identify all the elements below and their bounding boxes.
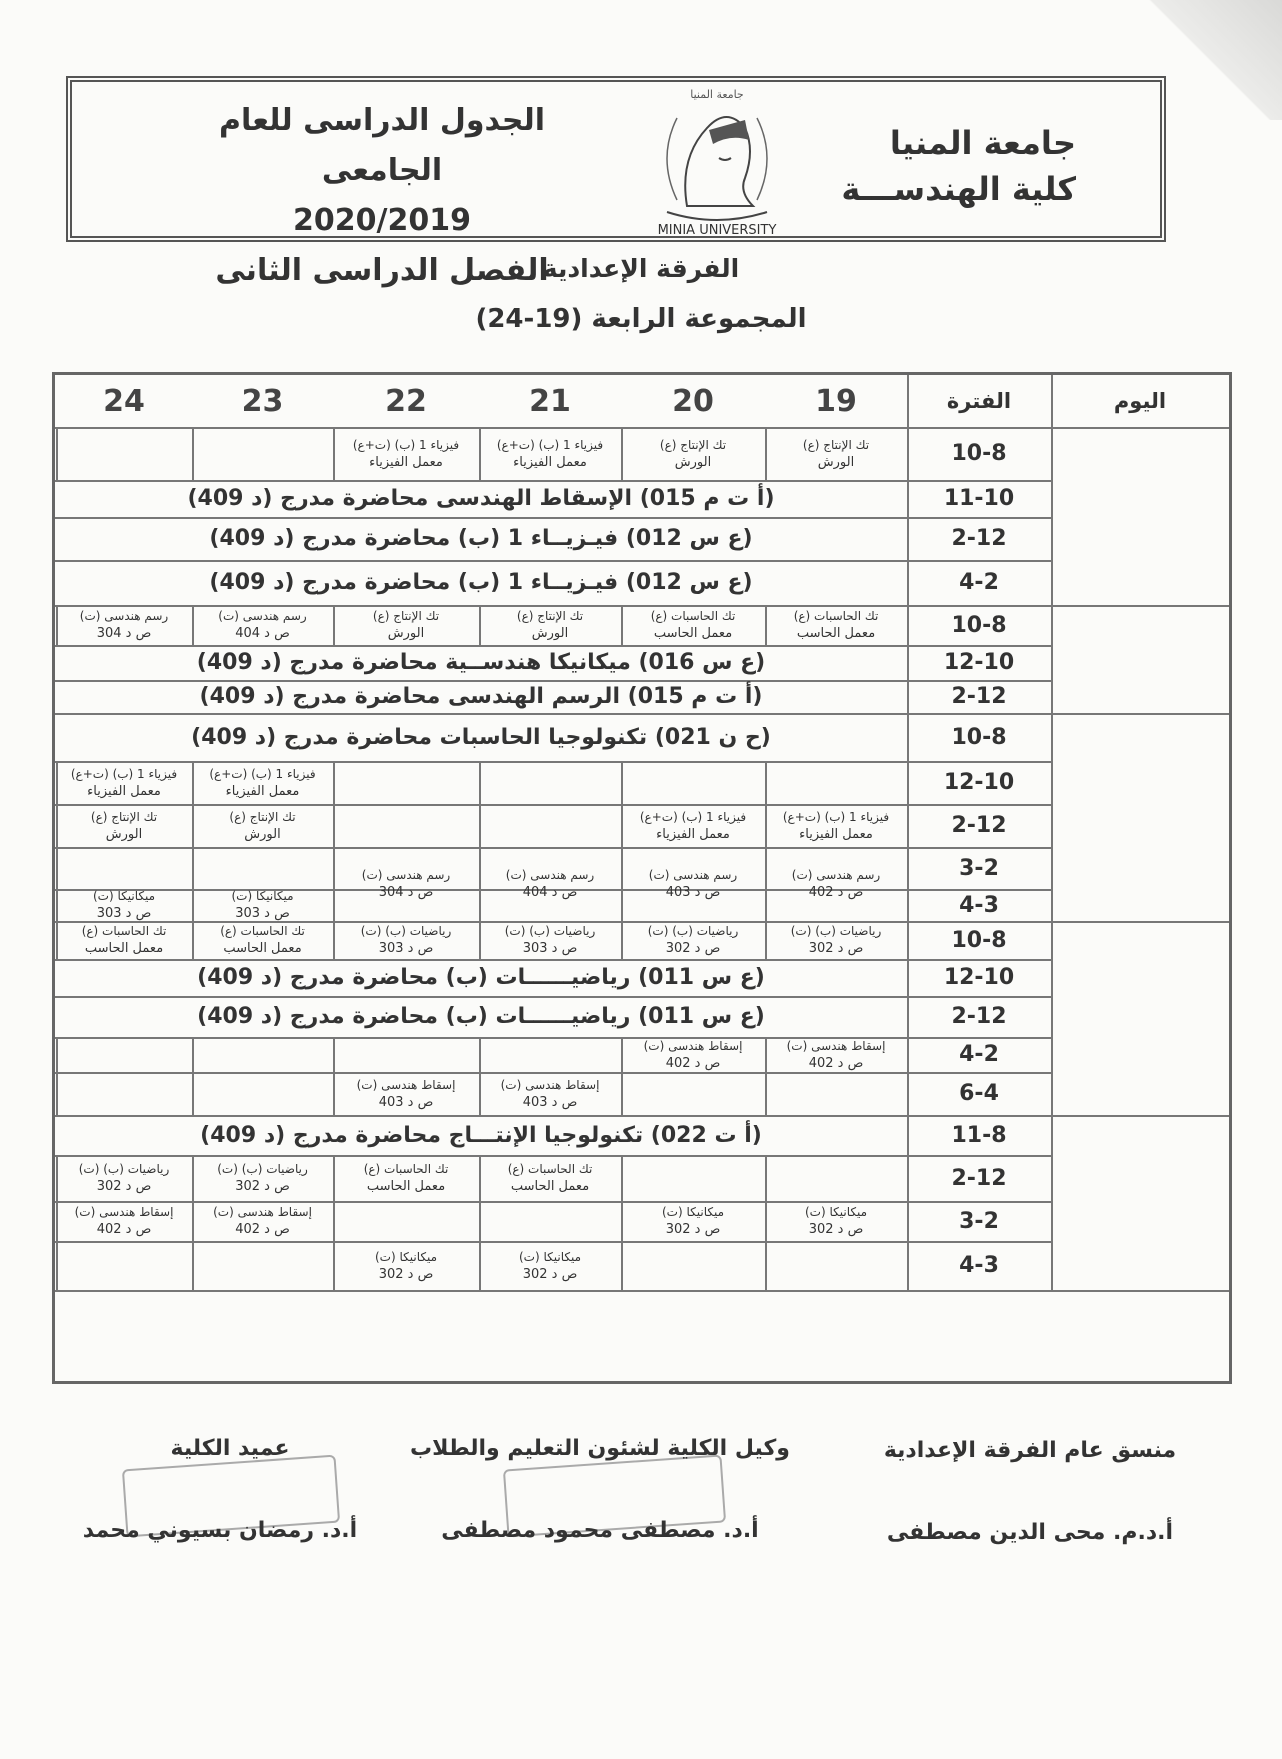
session-title: ميكانيكا (ت): [231, 889, 294, 903]
period-label: 12-10: [943, 770, 1015, 795]
session-location: معمل الفيزياء: [369, 454, 443, 470]
session-cell: [192, 605, 333, 645]
session-location: ص د 402: [235, 1222, 290, 1237]
session-location: ص د 302: [808, 941, 864, 956]
session-title: إسقاط هندسى (ت): [786, 1038, 886, 1053]
session-location: معمل الفيزياء: [513, 454, 587, 470]
coordinator-name: أ.د.م. محى الدين مصطفى: [886, 1520, 1174, 1545]
session-cell: [56, 761, 192, 804]
session-title: إسقاط هندسى (ت): [213, 1205, 312, 1219]
session-location: الورش: [531, 626, 569, 641]
period-label: 2-12: [951, 1004, 1007, 1029]
session-location: الورش: [105, 826, 143, 842]
session-location: معمل الحاسب: [84, 941, 164, 956]
session-cell: [333, 605, 479, 645]
session-title: رسم هندسى (ت): [361, 868, 451, 882]
grid-line: [56, 427, 58, 480]
period-label: 2-12: [951, 526, 1007, 551]
session-cell: [621, 847, 765, 921]
session-title: تك الحاسبات (ع): [507, 1162, 593, 1176]
header-period: الفترة: [946, 389, 1012, 413]
session-location: ص د 302: [808, 1222, 864, 1237]
session-cell: [479, 1241, 621, 1290]
session-location: معمل الفيزياء: [799, 826, 873, 842]
grid-line: [55, 1290, 1051, 1292]
session-location: ص د 302: [378, 1266, 434, 1282]
session-location: معمل الفيزياء: [656, 826, 730, 842]
session-location: معمل الحاسب: [796, 626, 876, 641]
lecture-row: (أ ت م 015) الرسم الهندسى محاضرة مدرج (د 409): [199, 684, 763, 709]
period-label: 10-8: [951, 441, 1007, 466]
lecture-row: (ح ن 021) تكنولوجيا الحاسبات محاضرة مدرج (د 409): [191, 724, 771, 750]
session-title: فيزياء 1 (ب) (ت+ع): [209, 766, 316, 781]
session-location: ص د 402: [96, 1222, 152, 1237]
header-group-24: 24: [103, 383, 145, 419]
session-location: ص د 304: [96, 626, 152, 641]
session-location: ص د 402: [665, 1055, 721, 1071]
session-title: رياضيات (ب) (ت): [217, 1162, 308, 1176]
session-location: الورش: [817, 454, 855, 470]
session-title: رياضيات (ب) (ت): [360, 924, 452, 938]
lecture-row: (أ ت م 015) الإسقاط الهندسى محاضرة مدرج (د 409): [187, 486, 775, 511]
session-title: رياضيات (ب) (ت): [504, 924, 596, 938]
session-cell: [333, 1155, 479, 1201]
schedule-title: الجدول الدراسى للعام الجامعى: [218, 103, 546, 188]
period-label: 4-2: [959, 570, 999, 595]
header-group-23: 23: [241, 383, 284, 419]
session-cell: [479, 427, 621, 480]
session-cell: [765, 427, 907, 480]
period-label: 4-3: [959, 1253, 999, 1278]
session-cell: [765, 921, 907, 959]
lecture-row: (ع س 011) رياضيــــــات (ب) محاضرة مدرج (د 409): [197, 965, 765, 990]
session-title: فيزياء 1 (ب) (ت+ع): [70, 766, 178, 781]
header-group-22: 22: [385, 383, 427, 419]
session-cell: [56, 1155, 192, 1201]
session-location: ص د 403: [522, 1094, 578, 1110]
session-title: تك الحاسبات (ع): [650, 609, 736, 623]
day-label: [1051, 427, 1229, 605]
session-cell: [621, 1037, 765, 1072]
session-cell: [621, 804, 765, 847]
lecture-row: (ع س 012) فيـزيــاء 1 (ب) محاضرة مدرج (د 409): [209, 526, 753, 551]
session-cell: [333, 847, 479, 921]
period-label: 4-3: [959, 892, 999, 918]
session-location: ص د 303: [378, 941, 434, 956]
session-title: رياضيات (ب) (ت): [647, 924, 739, 938]
session-title: فيزياء 1 (ب) (ت+ع): [782, 809, 890, 824]
grid-line: [56, 1037, 58, 1115]
session-cell: [333, 1241, 479, 1290]
session-location: ص د 402: [808, 885, 864, 900]
session-cell: [192, 921, 333, 959]
session-title: ميكانيكا (ت): [374, 1249, 438, 1264]
header-group-19: 19: [815, 383, 857, 419]
session-cell: [479, 921, 621, 959]
grid-line: [192, 427, 194, 480]
session-cell: [479, 1072, 621, 1115]
session-title: رسم هندسى (ت): [505, 868, 595, 882]
session-cell: [192, 1155, 333, 1201]
session-title: تك الإنتاج (ع): [802, 437, 870, 452]
session-location: الورش: [674, 454, 712, 470]
session-cell: [765, 847, 907, 921]
session-cell: [56, 1201, 192, 1241]
dean-name: أ.د. رمضان بسيوني محمد: [82, 1518, 358, 1543]
period-label: 4-2: [959, 1042, 999, 1067]
session-cell: [192, 804, 333, 847]
session-title: تك الإنتاج (ع): [659, 437, 727, 452]
session-cell: [765, 804, 907, 847]
session-cell: [621, 921, 765, 959]
session-cell: [621, 1201, 765, 1241]
vice-dean-name: أ.د. مصطفى محمود مصطفى: [441, 1518, 759, 1543]
session-title: إسقاط هندسى (ت): [500, 1077, 600, 1092]
university-block: [841, 120, 1076, 212]
session-title: تك الحاسبات (ع): [363, 1162, 449, 1176]
session-title: ميكانيكا (ت): [518, 1249, 582, 1264]
session-cell: [192, 761, 333, 804]
session-title: رياضيات (ب) (ت): [790, 924, 882, 938]
academic-year: 2020/2019: [293, 203, 471, 238]
session-cell: [765, 1201, 907, 1241]
session-cell: [765, 605, 907, 645]
header-day: اليوم: [1113, 389, 1167, 413]
session-title: ميكانيكا (ت): [661, 1205, 725, 1219]
session-title: فيزياء 1 (ب) (ت+ع): [352, 437, 460, 452]
university-logo: [627, 88, 807, 238]
session-cell: [479, 1155, 621, 1201]
period-label: 10-8: [951, 612, 1007, 638]
session-title: تك الإنتاج (ع): [90, 809, 158, 824]
session-location: معمل الحاسب: [510, 1179, 590, 1194]
grid-line: [192, 1037, 194, 1115]
period-label: 3-2: [959, 855, 999, 881]
session-title: إسقاط هندسى (ت): [74, 1205, 174, 1219]
header-group-21: 21: [529, 383, 571, 419]
group-title: المجموعة الرابعة (19-24): [475, 304, 807, 334]
session-location: ص د 404: [522, 885, 578, 900]
session-title: رسم هندسى (ت): [648, 868, 738, 882]
level-title: الفرقة الإعدادية: [542, 254, 740, 283]
session-title: إسقاط هندسى (ت): [356, 1077, 456, 1092]
session-location: الورش: [387, 626, 425, 641]
session-title: فيزياء 1 (ب) (ت+ع): [496, 437, 604, 452]
logo-caption: MINIA UNIVERSITY: [657, 223, 777, 238]
period-label: 11-10: [943, 486, 1015, 511]
period-label: 12-10: [943, 965, 1015, 990]
day-label: [1051, 921, 1229, 1115]
session-cell: [479, 847, 621, 921]
session-location: ص د 303: [522, 941, 578, 956]
day-label: [1051, 605, 1229, 713]
session-cell: [621, 427, 765, 480]
period-label: 3-2: [959, 1208, 999, 1234]
session-title: رسم هندسى (ت): [218, 609, 307, 623]
dean-title: عميد الكلية: [170, 1436, 290, 1461]
session-location: ص د 302: [96, 1179, 152, 1194]
session-title: ميكانيكا (ت): [804, 1205, 868, 1219]
period-label: 10-8: [951, 724, 1007, 750]
session-title: إسقاط هندسى (ت): [643, 1038, 743, 1053]
session-location: معمل الحاسب: [653, 626, 733, 641]
vice-dean-title: وكيل الكلية لشئون التعليم والطلاب: [410, 1436, 790, 1461]
session-location: ص د 303: [235, 906, 290, 921]
session-title: رسم هندسى (ت): [79, 609, 169, 623]
header-group-20: 20: [672, 383, 714, 419]
period-label: 11-8: [951, 1122, 1007, 1148]
session-cell: [192, 889, 333, 921]
schedule-table: [52, 372, 1232, 1384]
session-location: ص د 402: [808, 1055, 864, 1071]
session-cell: [333, 1072, 479, 1115]
session-title: تك الإنتاج (ع): [229, 809, 296, 824]
session-location: ص د 403: [665, 885, 721, 900]
session-location: الورش: [244, 826, 281, 842]
period-label: 12-10: [943, 650, 1015, 675]
session-title: تك الحاسبات (ع): [220, 924, 305, 938]
lecture-row: (ع س 016) ميكانيكا هندســية محاضرة مدرج (د 409): [196, 650, 766, 675]
session-location: ص د 403: [378, 1094, 434, 1110]
lecture-row: (أ ت 022) تكنولوجيا الإنتـــاج محاضرة مدرج (د 409): [200, 1122, 762, 1148]
period-label: 2-12: [951, 1165, 1007, 1191]
session-location: معمل الفيزياء: [87, 783, 161, 799]
session-title: تك الحاسبات (ع): [81, 924, 167, 938]
session-cell: [333, 921, 479, 959]
period-label: 2-12: [951, 684, 1007, 709]
session-location: ص د 302: [522, 1266, 578, 1282]
session-title: تك الإنتاج (ع): [516, 609, 584, 623]
day-label: [1051, 713, 1229, 921]
session-location: ص د 302: [665, 941, 721, 956]
session-cell: [56, 804, 192, 847]
session-cell: [56, 605, 192, 645]
session-cell: [479, 605, 621, 645]
period-label: 6-4: [959, 1081, 999, 1106]
session-title: تك الحاسبات (ع): [793, 609, 879, 623]
period-label: 10-8: [951, 927, 1007, 953]
lecture-row: (ع س 012) فيـزيــاء 1 (ب) محاضرة مدرج (د 409): [209, 570, 753, 595]
academic-term: الفصل الدراسى الثانى: [215, 253, 549, 288]
session-title: فيزياء 1 (ب) (ت+ع): [639, 809, 747, 824]
session-cell: [333, 427, 479, 480]
session-location: ص د 304: [378, 885, 434, 900]
session-title: رسم هندسى (ت): [791, 868, 881, 882]
session-title: رياضيات (ب) (ت): [78, 1162, 170, 1176]
university-name: جامعة المنيا: [889, 124, 1076, 162]
session-cell: [56, 921, 192, 959]
session-location: ص د 303: [96, 906, 152, 921]
nefertiti-logo-icon: [627, 88, 807, 238]
coordinator-title: منسق عام الفرقة الإعدادية: [883, 1438, 1177, 1463]
logo-top-text: جامعة المنيا: [690, 88, 744, 101]
faculty-name: كلية الهندســـة: [841, 170, 1076, 208]
session-cell: [621, 605, 765, 645]
session-location: ص د 302: [665, 1222, 721, 1237]
period-label: 2-12: [951, 813, 1007, 838]
lecture-row: (ع س 011) رياضيــــــات (ب) محاضرة مدرج (د 409): [197, 1004, 765, 1029]
session-cell: [56, 889, 192, 921]
session-location: معمل الحاسب: [366, 1179, 446, 1194]
day-label: [1051, 1115, 1229, 1290]
session-title: ميكانيكا (ت): [92, 889, 156, 903]
session-cell: [765, 1037, 907, 1072]
session-location: ص د 302: [235, 1179, 290, 1194]
session-title: تك الإنتاج (ع): [372, 609, 440, 623]
session-location: معمل الفيزياء: [225, 783, 300, 799]
session-cell: [192, 1201, 333, 1241]
session-location: ص د 404: [235, 626, 290, 641]
session-location: معمل الحاسب: [223, 941, 302, 956]
